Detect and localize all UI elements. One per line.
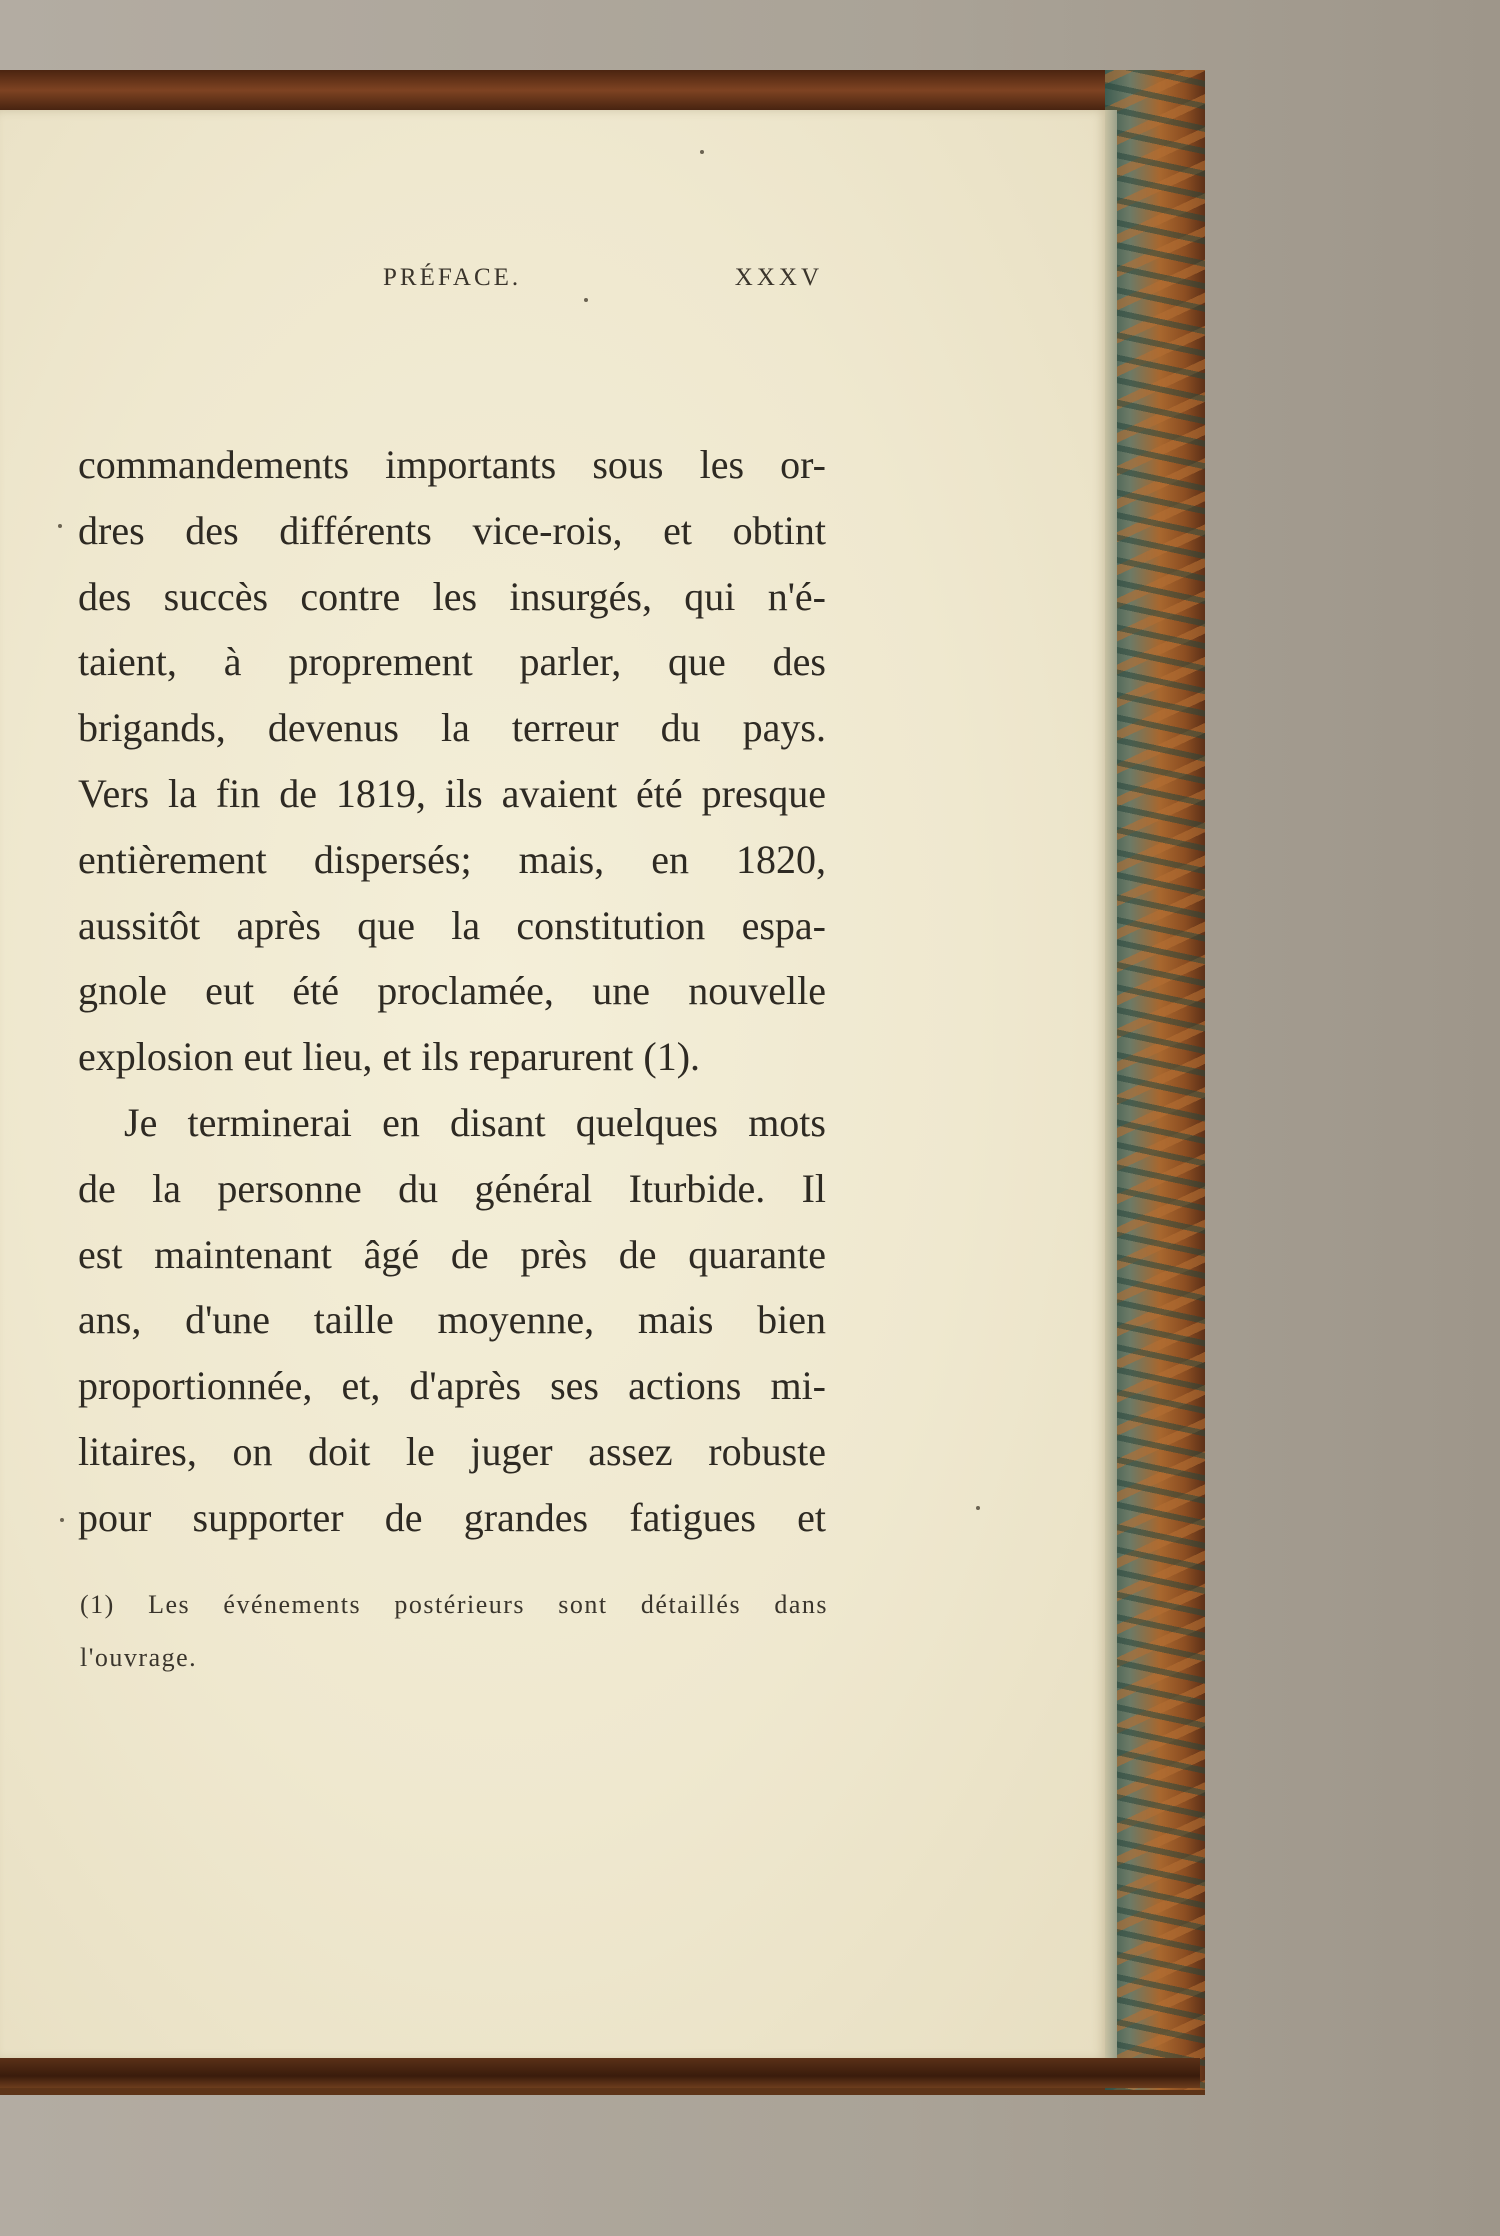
text-line: commandements importants sous les or- — [78, 442, 826, 487]
text-line: gnole eut été proclamée, une nouvelle — [78, 968, 826, 1014]
text-line: proportionnée, et, d'après ses actions mi- — [78, 1363, 826, 1409]
text-line: des succès contre les insurgés, qui n'é- — [78, 573, 826, 619]
text-line: est maintenant âgé de près de quarante — [78, 1231, 826, 1277]
text-line: litaires, on doit le juger assez robuste — [78, 1428, 826, 1474]
marbled-fore-edge — [1105, 70, 1205, 2090]
book-bottom-edge — [0, 2058, 1200, 2088]
footnote-line: (1) Les événements postérieurs sont détaillés dans — [80, 1590, 828, 1619]
footnote-line: l'ouvrage. — [80, 1643, 198, 1672]
running-head — [383, 264, 823, 304]
text-line: taient, à proprement parler, que des — [78, 639, 826, 685]
body-text — [78, 432, 826, 1551]
page-stack-edge — [1105, 110, 1117, 2060]
footnote — [80, 1578, 828, 1684]
paper-speck — [976, 1506, 980, 1510]
text-line: entièrement dispersés; mais, en 1820, — [78, 836, 826, 882]
paper-speck — [58, 524, 62, 528]
text-line: dres des différents vice-rois, et obtint — [78, 507, 826, 553]
text-line: aussitôt après que la constitution espa- — [78, 902, 826, 948]
text-line: Vers la fin de 1819, ils avaient été presque — [78, 770, 826, 816]
text-line: pour supporter de grandes fatigues et — [78, 1494, 826, 1540]
paper-speck — [584, 298, 588, 302]
paper-speck — [60, 1518, 64, 1522]
page-number: XXXV — [734, 264, 823, 291]
paper-speck — [700, 150, 704, 154]
book-top-edge — [0, 70, 1190, 115]
text-line: ans, d'une taille moyenne, mais bien — [78, 1297, 826, 1343]
text-line: de la personne du général Iturbide. Il — [78, 1165, 826, 1211]
text-line: brigands, devenus la terreur du pays. — [78, 705, 826, 751]
paragraph-start-line: Je terminerai en disant quelques mots — [124, 1099, 826, 1145]
paragraph-end-line: explosion eut lieu, et ils reparurent (1). — [78, 1034, 701, 1080]
running-title: PRÉFACE. — [383, 264, 522, 291]
